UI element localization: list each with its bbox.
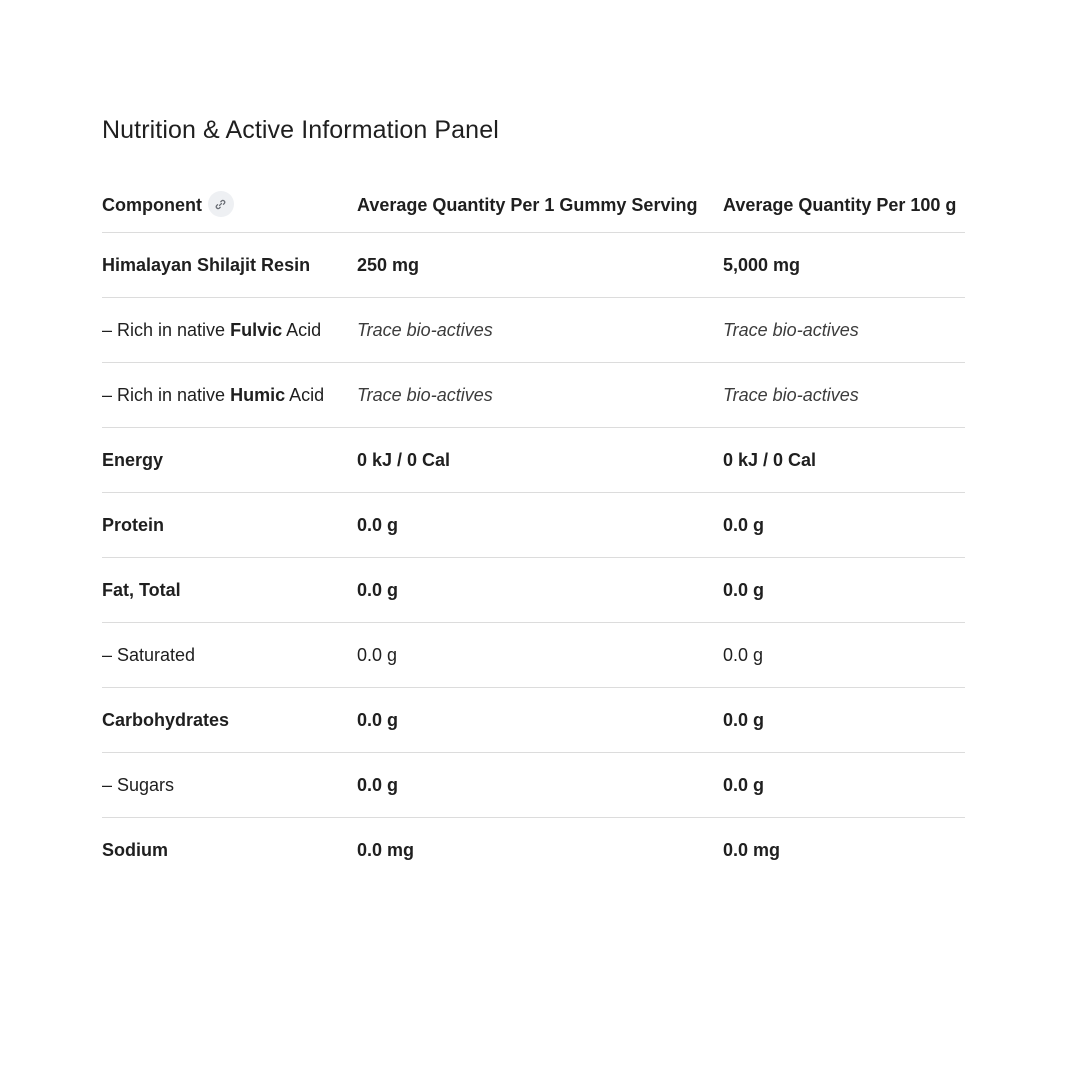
row-component <box>102 818 357 883</box>
row-per-100g: Trace bio-actives <box>723 363 965 428</box>
row-label-strong: Himalayan Shilajit Resin <box>102 255 311 275</box>
row-per-serving: Trace bio-actives <box>357 363 723 428</box>
nutrition-table <box>102 190 965 882</box>
nutrition-panel <box>102 112 965 882</box>
row-per-serving: 250 mg <box>357 233 723 298</box>
row-label-prefix: – Sugars <box>102 775 175 795</box>
row-per-serving: 0 kJ / 0 Cal <box>357 428 723 493</box>
row-component <box>102 298 357 363</box>
table-row <box>102 233 965 298</box>
table-header-row <box>102 190 965 233</box>
table-row <box>102 818 965 883</box>
row-per-100g: 0.0 mg <box>723 840 781 860</box>
row-per-100g: 0 kJ / 0 Cal <box>723 428 965 493</box>
row-per-serving: 0.0 mg <box>357 840 415 860</box>
row-label-prefix: – Rich in native <box>102 385 231 405</box>
row-label-strong: Energy <box>102 450 164 470</box>
row-per-serving: 0.0 g <box>357 623 723 688</box>
row-per-100g: 0.0 g <box>723 493 965 558</box>
row-per-serving: 0.0 g <box>357 688 723 753</box>
header-component <box>102 190 357 233</box>
row-per-serving: Trace bio-actives <box>357 298 723 363</box>
row-label-prefix: – Rich in native <box>102 320 231 340</box>
row-component <box>102 233 357 298</box>
table-row <box>102 558 965 623</box>
row-per-100g: Trace bio-actives <box>723 298 965 363</box>
row-per-100g: 0.0 g <box>723 688 965 753</box>
row-per-serving: 0.0 g <box>357 493 723 558</box>
row-component <box>102 558 357 623</box>
table-row <box>102 688 965 753</box>
row-label-strong: Fat, Total <box>102 580 181 600</box>
panel-title: Nutrition & Active Information Panel <box>102 116 499 144</box>
row-per-100g: 0.0 g <box>723 558 965 623</box>
row-component <box>102 623 357 688</box>
row-per-100g: 5,000 mg <box>723 233 965 298</box>
header-component-label: Component <box>102 195 202 215</box>
row-label-strong: Protein <box>102 515 165 535</box>
header-per-100g: Average Quantity Per 100 g <box>723 190 965 233</box>
table-row <box>102 753 965 818</box>
row-label-strong: Sodium <box>102 840 168 860</box>
row-label-suffix: Acid <box>285 385 325 405</box>
row-label-strong: Fulvic <box>230 320 283 340</box>
table-row <box>102 428 965 493</box>
table-row <box>102 363 965 428</box>
row-label-prefix: – Saturated <box>102 645 196 665</box>
row-component <box>102 493 357 558</box>
link-icon[interactable] <box>208 191 234 217</box>
table-row <box>102 493 965 558</box>
table-row <box>102 298 965 363</box>
row-label-strong: Carbohydrates <box>102 710 230 730</box>
row-label-suffix: Acid <box>282 320 322 340</box>
row-component <box>102 363 357 428</box>
row-per-serving: 0.0 g <box>357 558 723 623</box>
table-body <box>102 233 965 883</box>
table-row <box>102 623 965 688</box>
row-per-100g: 0.0 g <box>723 753 965 818</box>
row-label-strong: Humic <box>230 385 286 405</box>
row-component <box>102 753 357 818</box>
row-per-serving: 0.0 g <box>357 753 723 818</box>
header-per-serving: Average Quantity Per 1 Gummy Serving <box>357 190 723 233</box>
row-per-100g: 0.0 g <box>723 623 965 688</box>
row-component <box>102 688 357 753</box>
row-component <box>102 428 357 493</box>
